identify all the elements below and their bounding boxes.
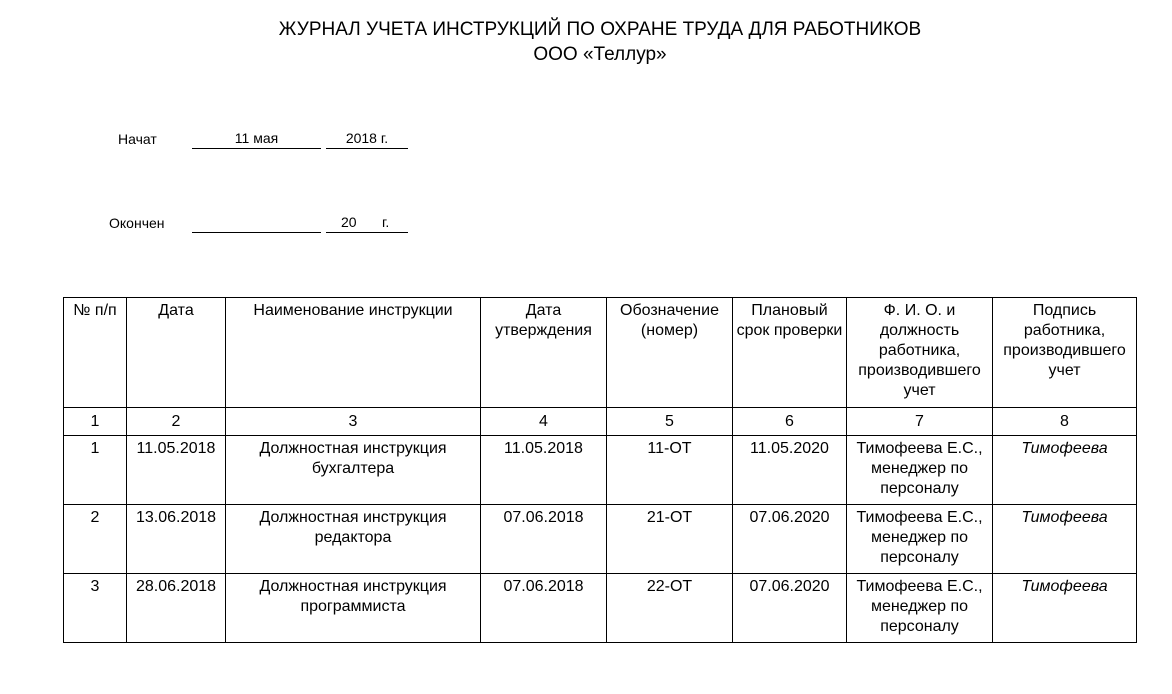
row-approval-date: 11.05.2018 xyxy=(481,436,607,505)
row-person: Тимофеева Е.С., менеджер по персоналу xyxy=(847,505,993,574)
started-year-field: 2018 г. xyxy=(326,128,408,149)
column-header: Дата утверждения xyxy=(481,298,607,408)
finished-label: Окончен xyxy=(109,215,165,231)
row-date: 11.05.2018 xyxy=(127,436,226,505)
started-date-field: 11 мая xyxy=(192,128,321,149)
row-signature: Тимофеева xyxy=(993,436,1137,505)
row-designation: 21-ОТ xyxy=(607,505,733,574)
finished-year-field xyxy=(326,212,408,233)
column-header: Ф. И. О. и должность работника, производившего учет xyxy=(847,298,993,408)
row-review-date: 11.05.2020 xyxy=(733,436,847,505)
column-number: 3 xyxy=(226,408,481,436)
table-row xyxy=(64,505,1137,574)
column-header: Подпись работника, производившего учет xyxy=(993,298,1137,408)
row-instruction-name: Должностная инструкция программиста xyxy=(226,574,481,643)
row-date: 28.06.2018 xyxy=(127,574,226,643)
row-instruction-name: Должностная инструкция бухгалтера xyxy=(226,436,481,505)
row-person: Тимофеева Е.С., менеджер по персоналу xyxy=(847,436,993,505)
column-number: 1 xyxy=(64,408,127,436)
row-number: 2 xyxy=(64,505,127,574)
row-approval-date: 07.06.2018 xyxy=(481,574,607,643)
column-header: Дата xyxy=(127,298,226,408)
table-row xyxy=(64,436,1137,505)
column-header: № п/п xyxy=(64,298,127,408)
table-header-row xyxy=(64,298,1137,408)
column-number: 2 xyxy=(127,408,226,436)
finished-year-prefix: 20 xyxy=(341,214,357,230)
column-number: 6 xyxy=(733,408,847,436)
column-header: Обозначение (номер) xyxy=(607,298,733,408)
row-review-date: 07.06.2020 xyxy=(733,574,847,643)
column-header: Плановый срок проверки xyxy=(733,298,847,408)
row-signature: Тимофеева xyxy=(993,505,1137,574)
title-line-1: ЖУРНАЛ УЧЕТА ИНСТРУКЦИЙ ПО ОХРАНЕ ТРУДА ДЛЯ РАБОТНИКОВ xyxy=(278,19,922,40)
column-number: 7 xyxy=(847,408,993,436)
row-designation: 11-ОТ xyxy=(607,436,733,505)
row-designation: 22-ОТ xyxy=(607,574,733,643)
finished-date-field xyxy=(192,212,321,233)
row-review-date: 07.06.2020 xyxy=(733,505,847,574)
column-header: Наименование инструкции xyxy=(226,298,481,408)
column-number-row xyxy=(64,408,1137,436)
journal-table xyxy=(63,297,1137,643)
column-number: 8 xyxy=(993,408,1137,436)
row-signature: Тимофеева xyxy=(993,574,1137,643)
row-person: Тимофеева Е.С., менеджер по персоналу xyxy=(847,574,993,643)
column-number: 5 xyxy=(607,408,733,436)
column-number: 4 xyxy=(481,408,607,436)
title-line-2: ООО «Теллур» xyxy=(533,44,667,65)
row-instruction-name: Должностная инструкция редактора xyxy=(226,505,481,574)
finished-year-suffix: г. xyxy=(382,214,390,230)
started-label: Начат xyxy=(118,131,157,147)
row-number: 1 xyxy=(64,436,127,505)
row-number: 3 xyxy=(64,574,127,643)
table-row xyxy=(64,574,1137,643)
document-title xyxy=(0,17,1172,67)
row-approval-date: 07.06.2018 xyxy=(481,505,607,574)
row-date: 13.06.2018 xyxy=(127,505,226,574)
